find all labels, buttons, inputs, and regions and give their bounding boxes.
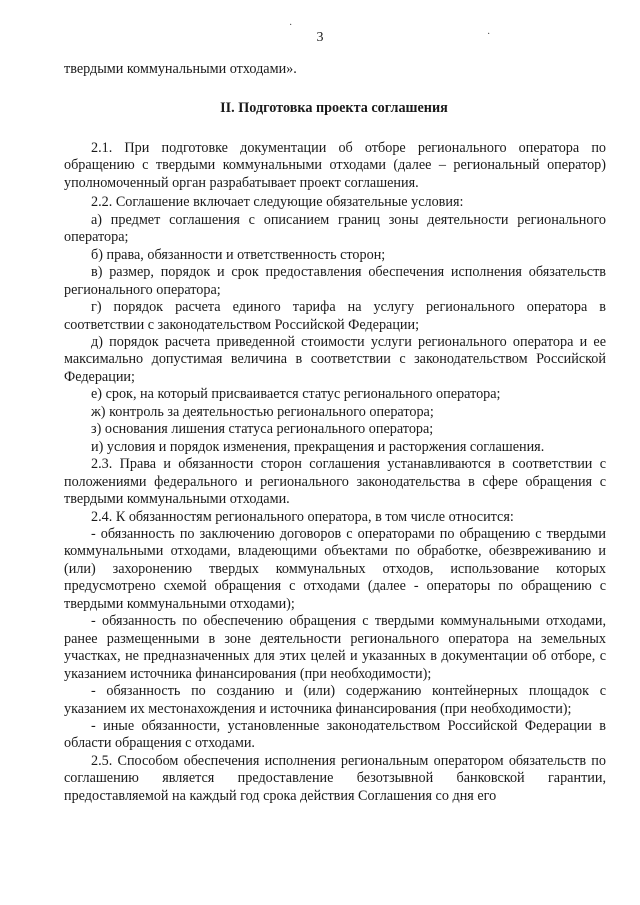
paragraph-2-5: 2.5. Способом обеспечения исполнения региональным оператором обязательств по соглашению является предоставление безотзывной банковской гарантии, предоставляемой на каждый год срока действия Соглашения со дня его <box>64 752 606 804</box>
duty-other: - иные обязанности, установленные законодательством Российской Федерации в области обращения с отходами. <box>64 717 606 752</box>
list-item-d: д) порядок расчета приведенной стоимости услуги регионального оператора и ее максимально допустимая величина в соответствии с законодательством Российской Федерации; <box>64 333 606 385</box>
duty-contracts: - обязанность по заключению договоров с операторами по обращению с твердыми коммунальными отходами, владеющими объектами по обработке, обезвреживанию и (или) захоронению твердых коммунальных отходов, использование которых предусмотрено схемой обращения с отходами (далее - операторы по обращению с твердыми коммунальными отходами); <box>64 525 606 612</box>
list-item-e: е) срок, на который присваивается статус регионального оператора; <box>91 386 501 403</box>
list-item-v: в) размер, порядок и срок предоставления обеспечения исполнения обязательств регионального оператора; <box>64 264 606 298</box>
page-number: 3 <box>316 30 324 45</box>
paragraph-2-3: 2.3. Права и обязанности сторон соглашения устанавливаются в соответствии с положениями федерального и регионального законодательства в сфере обращения с твердыми коммунальными отходами. <box>64 456 606 508</box>
section-heading: II. Подготовка проекта соглашения <box>220 100 448 116</box>
list-item-b: б) права, обязанности и ответственность сторон; <box>91 246 386 263</box>
list-item-zh: ж) контроль за деятельностью регионального оператора; <box>91 403 434 420</box>
list-item-z: з) основания лишения статуса регионального оператора; <box>91 421 434 438</box>
list-item-a: а) предмет соглашения с описанием границ зоны деятельности регионального оператора; <box>64 211 606 246</box>
continuation-line: твердыми коммунальными отходами». <box>64 61 297 77</box>
paragraph-2-4: 2.4. К обязанностям регионального оператора, в том числе относится: <box>91 508 514 525</box>
scan-speck: · <box>289 20 293 31</box>
list-item-i: и) условия и порядок изменения, прекращения и расторжения соглашения. <box>91 438 545 455</box>
duty-waste-handling: - обязанность по обеспечению обращения с твердыми коммунальными отходами, ранее размещенными в зоне деятельности регионального оператора на земельных участках, не предназначенных для этих целей и указанных в документации об отборе, с указанием источника финансирования (при необходимости); <box>64 613 606 682</box>
paragraph-2-2: 2.2. Соглашение включает следующие обязательные условия: <box>91 194 464 211</box>
list-item-g: г) порядок расчета единого тарифа на услугу регионального оператора в соответствии с законодательством Российской Федерации; <box>64 299 606 333</box>
duty-container-sites: - обязанность по созданию и (или) содержанию контейнерных площадок с указанием их местонахождения и источника финансирования (при необходимости); <box>64 683 606 717</box>
scan-speck: · <box>487 29 491 40</box>
document-body <box>64 140 606 805</box>
paragraph-2-1: 2.1. При подготовке документации об отборе регионального оператора по обращению с твердыми коммунальными отходами (далее – региональный оператор) уполномоченный орган разрабатывает проект соглашения. <box>64 140 606 191</box>
